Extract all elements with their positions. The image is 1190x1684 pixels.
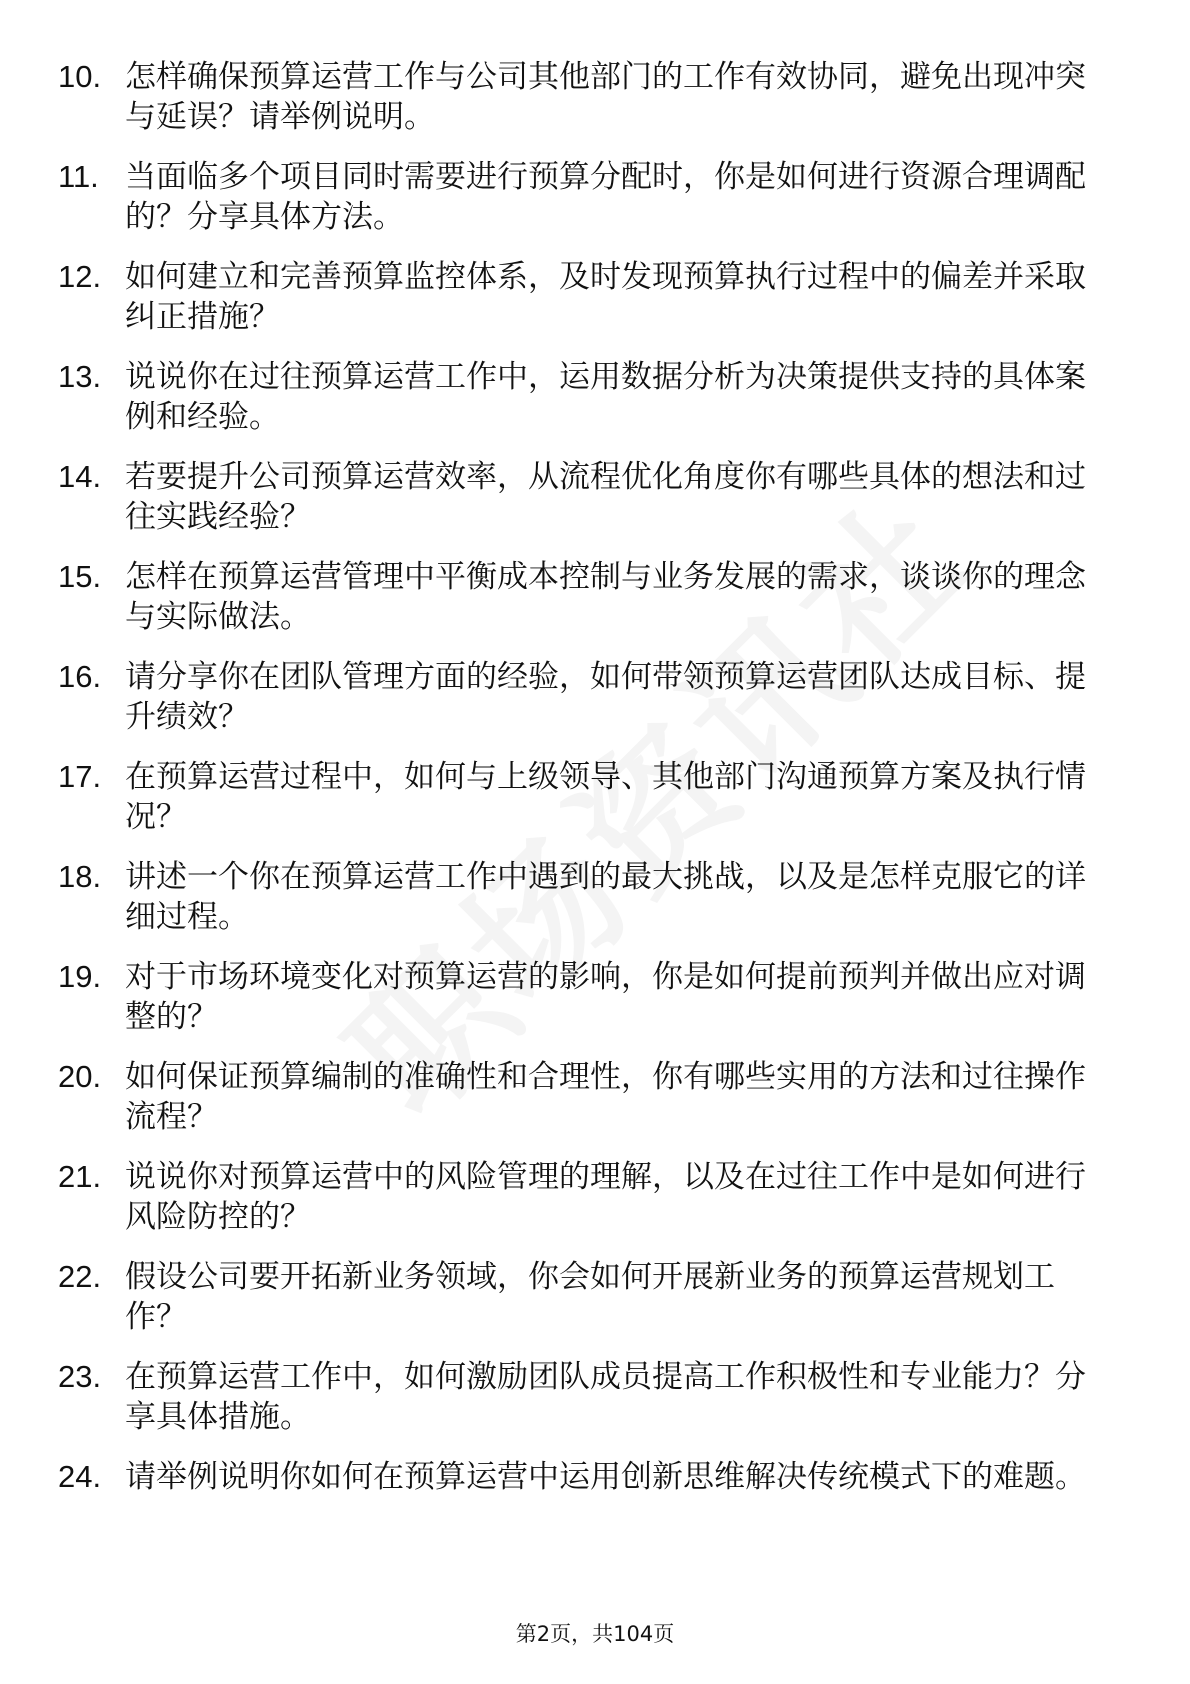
question-item (58, 850, 1118, 950)
question-item (58, 1250, 1118, 1350)
question-text: 在预算运营过程中，如何与上级领导、其他部门沟通预算方案及执行情况？ (125, 759, 1086, 835)
question-item (58, 1050, 1118, 1150)
question-number: 21. (58, 1159, 102, 1194)
question-item (58, 450, 1118, 550)
question-number: 22. (58, 1259, 102, 1294)
question-text: 说说你对预算运营中的风险管理的理解，以及在过往工作中是如何进行风险防控的？ (125, 1159, 1086, 1235)
question-text: 讲述一个你在预算运营工作中遇到的最大挑战，以及是怎样克服它的详细过程。 (125, 859, 1086, 935)
question-item (58, 1350, 1118, 1450)
question-text: 请举例说明你如何在预算运营中运用创新思维解决传统模式下的难题。 (125, 1459, 1086, 1495)
question-number: 13. (58, 359, 102, 394)
question-item (58, 150, 1118, 250)
question-text: 如何建立和完善预算监控体系，及时发现预算执行过程中的偏差并采取纠正措施？ (125, 259, 1086, 335)
question-text: 对于市场环境变化对预算运营的影响，你是如何提前预判并做出应对调整的？ (125, 959, 1086, 1035)
question-text: 当面临多个项目同时需要进行预算分配时，你是如何进行资源合理调配的？分享具体方法。 (125, 159, 1086, 235)
question-number: 16. (58, 659, 102, 694)
question-number: 18. (58, 859, 102, 894)
question-item (58, 650, 1118, 750)
question-number: 20. (58, 1059, 102, 1094)
question-text: 请分享你在团队管理方面的经验，如何带领预算运营团队达成目标、提升绩效？ (125, 659, 1086, 735)
question-number: 10. (58, 59, 102, 94)
question-number: 19. (58, 959, 102, 994)
question-number: 17. (58, 759, 102, 794)
question-text: 在预算运营工作中，如何激励团队成员提高工作积极性和专业能力？分享具体措施。 (125, 1359, 1086, 1435)
question-item (58, 950, 1118, 1050)
question-text: 怎样确保预算运营工作与公司其他部门的工作有效协同，避免出现冲突与延误？请举例说明。 (125, 59, 1086, 135)
question-text: 若要提升公司预算运营效率，从流程优化角度你有哪些具体的想法和过往实践经验？ (125, 459, 1086, 535)
question-text: 假设公司要开拓新业务领域，你会如何开展新业务的预算运营规划工作？ (125, 1259, 1055, 1335)
question-item (58, 750, 1118, 850)
question-item (58, 250, 1118, 350)
page-footer (0, 1618, 1190, 1648)
question-text: 怎样在预算运营管理中平衡成本控制与业务发展的需求，谈谈你的理念与实际做法。 (125, 559, 1086, 635)
question-text: 如何保证预算编制的准确性和合理性，你有哪些实用的方法和过往操作流程？ (125, 1059, 1086, 1135)
question-list (58, 50, 1118, 1550)
question-text: 说说你在过往预算运营工作中，运用数据分析为决策提供支持的具体案例和经验。 (125, 359, 1086, 435)
question-number: 12. (58, 259, 102, 294)
question-item (58, 1450, 1118, 1550)
page-number-label: 第2页，共104页 (515, 1622, 675, 1646)
question-number: 15. (58, 559, 102, 594)
question-number: 24. (58, 1459, 102, 1494)
question-number: 11. (58, 159, 99, 194)
question-item (58, 50, 1118, 150)
question-item (58, 350, 1118, 450)
question-number: 14. (58, 459, 102, 494)
question-item (58, 550, 1118, 650)
question-number: 23. (58, 1359, 102, 1394)
question-item (58, 1150, 1118, 1250)
